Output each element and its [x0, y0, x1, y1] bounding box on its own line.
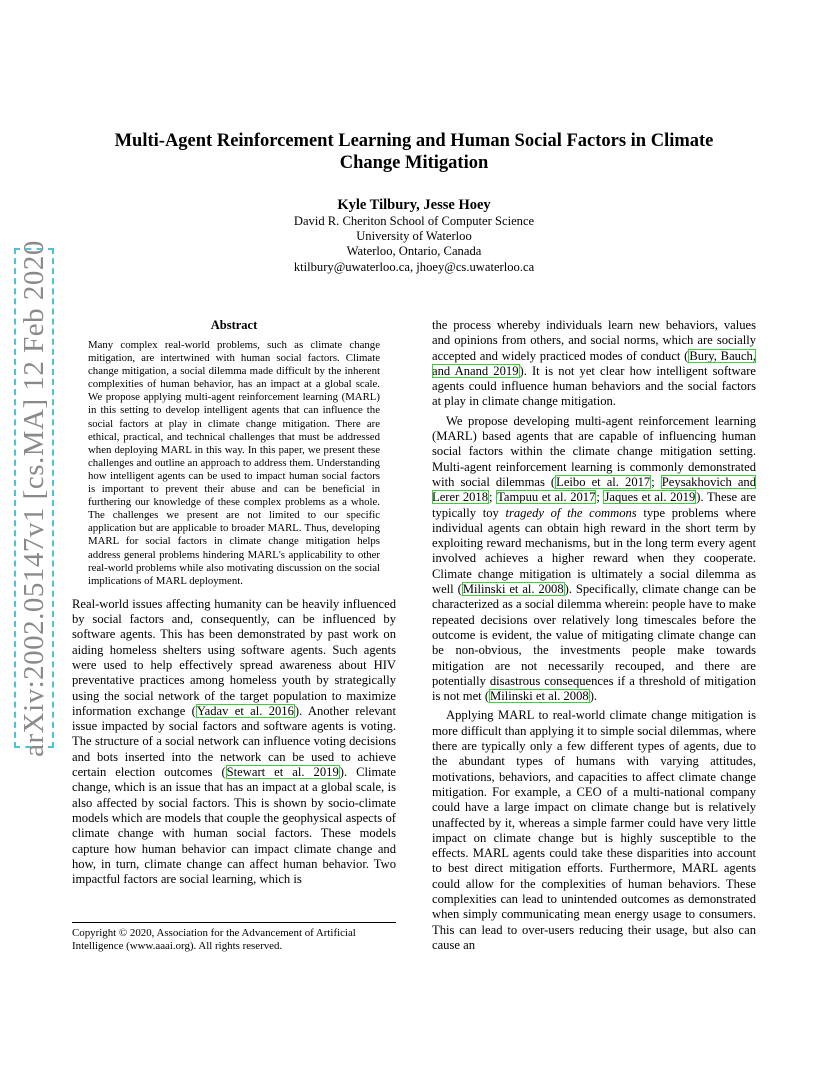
body-paragraph-2: We propose developing multi-agent reinforcement learning (MARL) based agents that are capable of influencing human social factors within the climate change mitigation setting. Multi-agent reinforcement learning is commonly demonstrated with social dilemmas (Leibo et al. 2017; Peysakhovich and Lerer 2018; Tampuu et al. 2017; Jaques et al. 2019). These are typically toy tragedy of the commons type problems where individual agents can obtain high reward in the short term by exploiting reward mechanisms, but in the long term every agent involved achieves a higher reward when they cooperate. Climate change mitigation is ultimately a social dilemma as well (Milinski et al. 2008). Specifically, climate change can be characterized as a social dilemma wherein: people have to make repeated decisions over relatively long timescales before the outcome is evident, the value of mitigating climate change can be non-obvious, the investments people make towards mitigation are not necessarily recouped, and there are potentially disastrous consequences if a threshold of mitigation is not met (Milinski et al. 2008).	[432, 413, 756, 704]
citation-link[interactable]: Milinski et al. 2008	[462, 582, 564, 597]
arxiv-sidebar-stamp	[14, 239, 54, 757]
affiliation-university: University of Waterloo	[356, 229, 472, 244]
citation-link[interactable]: Tampuu et al. 2017	[497, 490, 596, 505]
right-column	[432, 318, 756, 953]
citation-link[interactable]: Bury, Bauch, and Anand 2019	[432, 348, 756, 378]
citation-link[interactable]: Stewart et al. 2019	[226, 765, 339, 780]
paper-title: Multi-Agent Reinforcement Learning and Human Social Factors in Climate Change Mitigation	[114, 131, 714, 173]
citation-link[interactable]: Milinski et al. 2008	[490, 689, 589, 704]
citation-link[interactable]: Peysakhovich and Lerer 2018	[432, 474, 756, 505]
intro-paragraph: Real-world issues affecting humanity can be heavily influenced by social factors and, consequently, can be influenced by software agents. This has been demonstrated by past work on aiding homeless shelters using software agents. Such agents were used to help effectively spread awareness about HIV preventative practices among homeless youth by strategically using the social network of the target population to maximize information exchange (Yadav et al. 2016). Another relevant issue impacted by social factors and software agents is voting. The structure of a social network can influence voting decisions and bots inserted into the network can be used to achieve certain election outcomes (Stewart et al. 2019). Climate change, which is an issue that has an impact at a global scale, is also affected by social factors. This is shown by socio-climate models which are models that couple the geophysical aspects of climate change with human social factors. These models capture how human behavior can impact climate change and how, in turn, climate change can affect human behavior. Two impactful factors are social learning, which is	[72, 596, 396, 887]
affiliation-school: David R. Cheriton School of Computer Science	[293, 214, 535, 228]
affiliation-block	[90, 214, 738, 275]
abstract-heading: Abstract	[210, 318, 258, 332]
paper-authors: Kyle Tilbury, Jesse Hoey	[337, 197, 491, 213]
author-emails: ktilbury@uwaterloo.ca, jhoey@cs.uwaterloo.ca	[293, 259, 535, 274]
citation-link[interactable]: Yadav et al. 2016	[196, 703, 294, 718]
abstract-text: Many complex real-world problems, such as climate change mitigation, are intertwined with human social factors. Climate change mitigation, a social dilemma made difficult by the inherent complexities of human behavior, has an impact at a global scale. We propose applying multi-agent reinforcement learning (MARL) in this setting to develop intelligent agents that can influence the social factors at play in climate change mitigation. There are ethical, practical, and technical challenges that must be addressed when deploying MARL in this way. In this paper, we present these challenges and outline an approach to address them. Understanding how intelligent agents can be used to impact human social factors is important to prevent their abuse and can be beneficial in furthering our knowledge of these complex problems as a whole. The challenges we present are not limited to our specific application but are applicable to broader MARL. Thus, developing MARL for social factors in climate change mitigation helps address general problems hindering MARL's applicability to other real-world problems while also motivating discussion on the social implications of MARL deployment.	[88, 339, 380, 587]
affiliation-location: Waterloo, Ontario, Canada	[346, 244, 482, 259]
citation-link[interactable]: Leibo et al. 2017	[556, 474, 651, 489]
left-column	[72, 318, 396, 887]
body-paragraph-1: the process whereby individuals learn new behaviors, values and opinions from others, and social norms, which are socially accepted and widely practiced modes of conduct (Bury, Bauch, and Anand 2019). It is not yet clear how intelligent software agents could influence human behaviors and the social factors at play in climate change mitigation.	[432, 318, 756, 409]
body-paragraph-3: Applying MARL to real-world climate change mitigation is more difficult than applying it to simple social dilemmas, where there are typically only a few different types of agents, due to the abundant types of humans with varying attitudes, motivations, behaviors, and capacities to affect climate change mitigation. For example, a CEO of a multi-national company could have a large impact on climate change but is relatively unaffected by it, whereas a simple farmer could have very little impact on climate change but is highly susceptible to the effects. MARL agents could take these disparities into account to best direct mitigation efforts. Furthermore, MARL agents could allow for the complexities of human behaviors. These complexities can lead to unintended outcomes as demonstrated when simply communicating mean energy usage to consumers. This can lead to over-users reducing their usage, but also can cause an	[432, 708, 756, 952]
arxiv-id[interactable]: arXiv:2002.05147v1 [cs.MA] 12 Feb 2020	[17, 239, 50, 757]
emphasis-term: tragedy of the commons	[505, 505, 637, 520]
copyright-notice: Copyright © 2020, Association for the Advancement of Artificial Intelligence (www.aaai.org). All rights reserved.	[72, 922, 396, 953]
citation-link[interactable]: Jaques et al. 2019	[604, 490, 696, 505]
